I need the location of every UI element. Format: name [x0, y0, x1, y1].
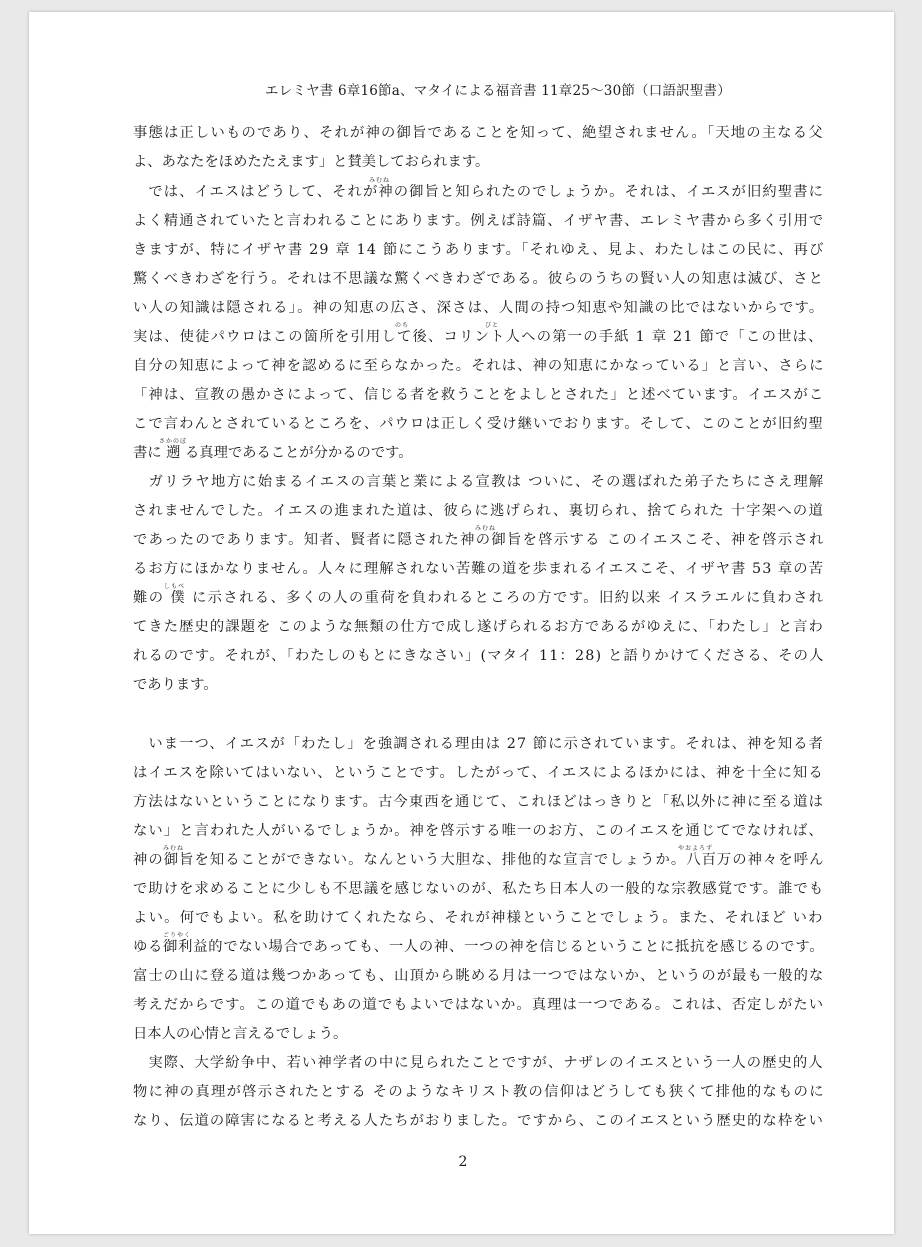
body-text-line: 事態は正しいものであり、それが神の御旨であることを知って、絶望されません。「天地の主なる父 — [133, 125, 824, 141]
body-text-line: 自分の知恵によって神を認めるに至らなかった。それは、神の知恵にかなっている」と言い、さらに — [133, 358, 825, 374]
body-text-line: はイエスを除いてはいない、ということです。したがって、イエスによるほかには、神を十全に知る — [133, 765, 824, 781]
furigana: みむね — [475, 525, 497, 532]
body-text-line: こで言わんとされているところを、パウロは正しく受け継いでおります。そして、このことが旧約聖 — [133, 416, 824, 432]
furigana: さかのぼ — [159, 438, 188, 445]
furigana: びと — [485, 322, 500, 329]
page-number: 2 — [458, 1154, 468, 1170]
scripture-reference-header: エレミヤ書 6章16節a、マタイによる福音書 11章25～30節（口語訳聖書） — [265, 83, 731, 99]
body-text-line: 日本人の心情と言えるでしょう。 — [133, 1026, 348, 1042]
body-text-line: よい。何でもよい。私を助けてくれたなら、それが神様ということでしょう。また、それほど いわ — [133, 910, 824, 926]
body-text-line: であったのであります。知者、賢者に隠された神の御旨を啓示する このイエスこそ、神を啓示され — [133, 532, 825, 548]
body-text-line: で助けを求めることに少しも不思議を感じないのが、私たち日本人の一般的な宗教感覚です。誰でも — [133, 881, 825, 897]
body-text-line: 実は、使徒パウロはこの箇所を引用して後、コリント人への第一の手紙 1 章 21 節で「この世は、 — [133, 329, 824, 345]
body-text-line: 物に神の真理が啓示されたとする そのようなキリスト教の信仰はどうしても狭くて排他的なものに — [133, 1084, 825, 1100]
body-text-line: いま一つ、イエスが「わたし」を強調される理由は 27 節に示されています。それは、神を知る者 — [133, 736, 824, 752]
body-text-line: 驚くべきわざを行う。それは不思議な驚くべきわざである。彼らのうちの賢い人の知恵は滅び、さと — [133, 271, 824, 287]
body-text-line: 書に 遡 る真理であることが分かるのです。 — [133, 445, 413, 461]
furigana: しもべ — [164, 583, 186, 590]
body-text-line: 神の御旨を知ることができない。なんという大胆な、排他的な宣言でしょうか。八百万の神々を呼ん — [133, 852, 825, 868]
body-text-line: るお方にほかなりません。人々に理解されない苦難の道を歩まれるイエスこそ、イザヤ書 53 章の苦 — [133, 561, 824, 577]
body-text-line: ゆる御利益的でない場合であっても、一人の神、一つの神を信じるということに抵抗を感じるのです。 — [133, 939, 825, 955]
body-text-line: れるのです。それが、「わたしのもとにきなさい」(マタイ 11：28) と語りかけてくださる、その人 — [133, 648, 825, 664]
body-text-line: されませんでした。イエスの進まれた道は、彼らに逃げられ、裏切られ、捨てられた 十字架への道 — [133, 503, 824, 519]
furigana: みむね — [163, 845, 185, 852]
body-text-line: では、イエスはどうして、それが神の御旨と知られたのでしょうか。それは、イエスが旧約聖書に — [133, 184, 824, 200]
furigana: やおよろず — [678, 845, 714, 852]
body-text-line: 「神は、宣教の愚かさによって、信じる者を救うことをよしとされた」と述べています。イエスがこ — [133, 387, 825, 403]
body-text-line: よ、あなたをほめたたえます」と賛美しておられます。 — [133, 154, 490, 170]
body-text-line: ない」と言われた人がいるでしょうか。神を啓示する唯一のお方、このイエスを通じてでなければ、 — [133, 823, 824, 839]
body-text-line: てきた歴史的課題を このような無類の仕方で成し遂げられるお方であるがゆえに、「わたし」と言わ — [133, 619, 824, 635]
body-text-line: い人の知識は隠される」。神の知恵の広さ、深さは、人間の持つ知恵や知識の比ではないからです。 — [133, 300, 825, 316]
body-text-line: よく精通されていたと言われることにあります。例えば詩篇、イザヤ書、エレミヤ書から多く引用で — [133, 213, 825, 229]
body-text-line: 難の 僕 に示される、多くの人の重荷を負われるところの方です。旧約以来 イスラエルに負わされ — [133, 590, 825, 606]
document-page — [29, 12, 894, 1234]
furigana: ごりやく — [163, 932, 192, 939]
body-text-line: 富士の山に登る道は幾つかあっても、山頂から眺める月は一つではないか、というのが最も一般的な — [133, 968, 825, 984]
furigana: のち — [395, 322, 410, 329]
body-text-line: 考えだからです。この道でもあの道でもよいではないか。真理は一つである。これは、否定しがたい — [133, 997, 825, 1013]
furigana: みむね — [369, 177, 391, 184]
body-text-line: であります。 — [133, 677, 218, 693]
body-text-line: ガリラヤ地方に始まるイエスの言葉と業による宣教は ついに、その選ばれた弟子たちにさえ理解 — [133, 474, 825, 490]
body-text-line: きますが、特にイザヤ書 29 章 14 節にこうあります。「それゆえ、見よ、わたしはこの民に、再び — [133, 242, 825, 258]
body-text-line: 実際、大学紛争中、若い神学者の中に見られたことですが、ナザレのイエスという一人の歴史的人 — [133, 1055, 824, 1071]
body-text-line: 方法はないということになります。古今東西を通じて、これほどはっきりと「私以外に神に至る道は — [133, 794, 824, 810]
body-text-line: なり、伝道の障害になると考える人たちがおりました。ですから、このイエスという歴史的な枠をい — [133, 1113, 824, 1129]
